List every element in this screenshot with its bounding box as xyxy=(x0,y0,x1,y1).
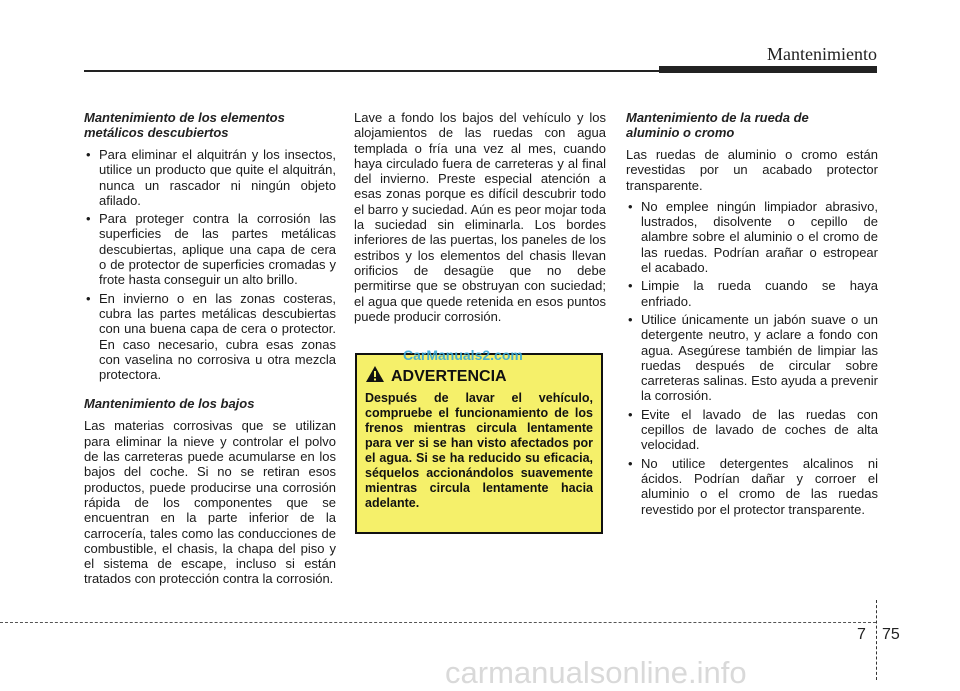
section-heading-underbody: Mantenimiento de los bajos xyxy=(84,396,255,412)
paragraph-underbody: Las materias corrosivas que se utilizan para eliminar la nieve y controlar el polvo de las carreteras puede acumularse en los bajos del coche. Si no se retiran esos productos, puede producirse una corrosión rápida de los componentes que se encuentran en la parte inferior de la carrocería, tales como las conducciones de combustible, el chasis, la chapa del piso y el sistema de escape, incluso si están tratados con protección contra la corrosión. xyxy=(84,418,336,587)
column-middle xyxy=(354,110,606,330)
warning-triangle-icon xyxy=(365,365,385,388)
list-item: • Utilice únicamente un jabón suave o un detergente neutro, y aclare a fondo con agua. Asegúrese también de limpiar las ruedas después de circular sobre carreteras salinas. Esto ayuda a prevenir la corrosión. xyxy=(626,312,878,404)
section-heading-metal xyxy=(84,110,336,140)
paragraph-wheels: Las ruedas de aluminio o cromo están revestidas por un acabado protector transparente. xyxy=(626,147,878,193)
list-item: • Limpie la rueda cuando se haya enfriado. xyxy=(626,278,878,309)
footer-watermark: carmanualsonline.info xyxy=(445,655,747,690)
section-heading-wheels xyxy=(626,110,878,140)
bullet-list-metal xyxy=(84,147,336,382)
chapter-number: 7 xyxy=(857,626,866,643)
warning-box xyxy=(355,353,603,534)
bullet-list-wheels xyxy=(626,199,878,517)
column-right xyxy=(626,110,878,527)
list-item: • Evite el lavado de las ruedas con cepillos de lavado de coches de alta velocidad. xyxy=(626,407,878,453)
list-item: • No utilice detergentes alcalinos ni ácidos. Podrían dañar y corroer el aluminio o el cromo de las ruedas revestido por el protector transparente. xyxy=(626,456,878,517)
list-item: • Para proteger contra la corrosión las superficies de las partes metálicas descubiertas, aplique una capa de cera o de protector de superficies cromadas y frote hasta conseguir un alto brillo. xyxy=(84,211,336,287)
list-item: • Para eliminar el alquitrán y los insectos, utilice un producto que quite el alquitrán, nunca un rascador ni ningún objeto afilado. xyxy=(84,147,336,208)
header-rule-thin xyxy=(84,70,659,72)
page-number: 75 xyxy=(882,626,900,643)
paragraph-wash-underbody: Lave a fondo los bajos del vehículo y los alojamientos de las ruedas con agua templada o fría una vez al mes, cuando haya circulado fuera de carreteras y al final del invierno. Preste especial atención a esas zonas porque es difícil descubrir todo el barro y suciedad. Aún es peor mojar toda la suciedad sin eliminarla. Los bordes inferiores de las puertas, los paneles de los estribos y los elementos del chasis llevan orificios de desagüe que no debe permitirse que se obstruyan con suciedad; el agua que quede retenida en esos puntos puede producir corrosión. xyxy=(354,110,606,324)
warning-title: ADVERTENCIA xyxy=(391,367,507,385)
warning-header xyxy=(365,365,593,388)
heading-line: metálicos descubiertos xyxy=(84,125,229,140)
list-item: • No emplee ningún limpiador abrasivo, lustrados, disolvente o cepillo de alambre sobre el aluminio o el cromo de las ruedas. Podrían arañar o estropear el acabado. xyxy=(626,199,878,275)
heading-line: Mantenimiento de los elementos xyxy=(84,110,285,125)
heading-line: aluminio o cromo xyxy=(626,125,735,140)
heading-line: Mantenimiento de la rueda de xyxy=(626,110,809,125)
watermark-carmanuals: CarManuals2.com xyxy=(403,347,523,363)
page-header-title: Mantenimiento xyxy=(767,44,877,64)
warning-text: Después de lavar el vehículo, compruebe el funcionamiento de los frenos mientras circula lentamente para ver si se han visto afectados por el agua. Si se ha reducido su eficacia, séquelos accionándolos suavemente mientras circula lentamente hacia adelante. xyxy=(365,391,593,510)
column-left xyxy=(84,110,336,593)
footer-dashed-rule xyxy=(0,622,876,623)
list-item: • En invierno o en las zonas costeras, cubra las partes metálicas descubiertas con una buena capa de cera o protector. En caso necesario, cubra esas zonas con vaselina no corrosiva u otra mezcla protectora. xyxy=(84,291,336,383)
header-rule-thick xyxy=(659,66,877,73)
page-number-divider xyxy=(876,600,877,680)
